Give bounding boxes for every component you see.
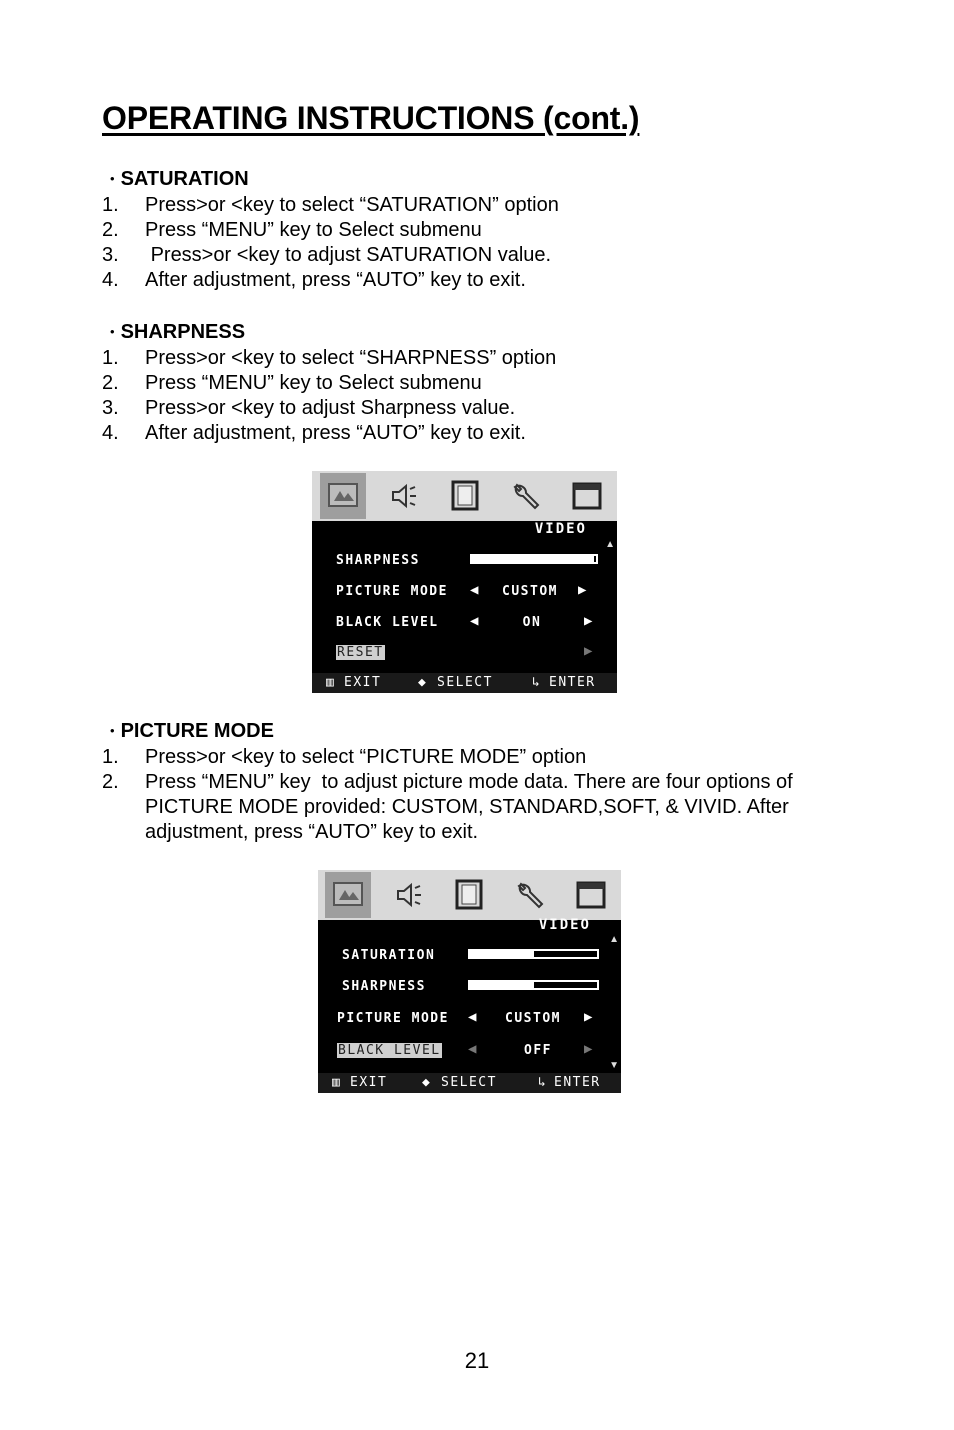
step-text: Press>or <key to select “PICTURE MODE” option: [145, 746, 587, 768]
select-arrows-icon: ◆: [422, 1075, 432, 1090]
osd-tab-bar: [312, 471, 617, 521]
scroll-up-icon: ▲: [605, 539, 615, 550]
osd-level-fill: [470, 982, 534, 988]
osd-row-sharpness: [318, 973, 621, 1001]
step-item: [102, 396, 882, 421]
scroll-up-icon: ▲: [609, 934, 619, 945]
step-text: Press>or <key to select “SATURATION” option: [145, 194, 559, 216]
osd-footer-exit: EXIT: [344, 675, 382, 690]
enter-key-icon: ↳: [532, 675, 542, 690]
osd-row-saturation: [318, 942, 621, 970]
osd-tab-bar: [318, 870, 621, 920]
step-text: Press>or <key to adjust Sharpness value.: [145, 397, 516, 419]
audio-tab-icon: [381, 473, 427, 519]
osd-header: VIDEO: [538, 917, 591, 933]
osd-row-label: BLACK LEVEL: [338, 1043, 441, 1058]
step-text: Press>or <key to adjust SATURATION value.: [145, 244, 552, 266]
step-text: Press “MENU” key to Select submenu: [145, 219, 482, 241]
section-heading: [102, 167, 882, 193]
step-item: [102, 193, 882, 218]
bullet-icon: •: [110, 171, 115, 186]
osd-footer: [312, 673, 617, 693]
section-heading-text: PICTURE MODE: [120, 720, 274, 742]
step-item: [102, 218, 882, 243]
step-number: 2.: [102, 771, 119, 793]
step-number: 1.: [102, 194, 119, 216]
osd-row-black-level: [318, 1037, 621, 1065]
osd-level-fill: [472, 556, 594, 562]
osd-row-sharpness: [312, 547, 617, 575]
osd-row-picture-mode: [318, 1005, 621, 1033]
osd-row-label: SHARPNESS: [342, 979, 426, 994]
section-saturation: [102, 167, 882, 293]
osd-level-fill: [470, 951, 534, 957]
page-title: OPERATING INSTRUCTIONS (cont.): [102, 100, 640, 136]
osd-row-label: BLACK LEVEL: [336, 615, 439, 630]
screen-tab-icon: [442, 473, 488, 519]
section-picture-mode: [102, 719, 882, 845]
step-item: [102, 770, 882, 845]
step-number: 4.: [102, 269, 119, 291]
osd-row-label: PICTURE MODE: [336, 584, 448, 599]
step-number: 3.: [102, 244, 119, 266]
page-number: 21: [464, 1348, 490, 1373]
left-arrow-icon: ◀: [468, 1041, 478, 1057]
menu-key-icon: ▥: [326, 675, 336, 690]
section-heading: [102, 320, 882, 346]
osd-footer-enter: ENTER: [549, 675, 596, 690]
step-item: [102, 243, 882, 268]
osd-level-bar: [470, 554, 598, 564]
step-item: [102, 421, 882, 446]
osd-footer-exit: EXIT: [350, 1075, 388, 1090]
step-item: [102, 745, 882, 770]
step-number: 1.: [102, 347, 119, 369]
osd-row-picture-mode: [312, 578, 617, 606]
osd-footer-select: SELECT: [437, 675, 493, 690]
wrench-tab-icon: [503, 473, 549, 519]
right-arrow-icon: ▶: [584, 613, 594, 629]
osd-row-value: CUSTOM: [505, 1011, 561, 1026]
right-arrow-icon: ▶: [584, 643, 594, 659]
scroll-down-icon: ▼: [609, 1060, 619, 1071]
osd-footer-select: SELECT: [441, 1075, 497, 1090]
step-number: 2.: [102, 372, 119, 394]
step-item: [102, 346, 882, 371]
window-tab-icon: [564, 473, 610, 519]
audio-tab-icon: [386, 872, 432, 918]
wrench-tab-icon: [507, 872, 553, 918]
osd-row-label: SHARPNESS: [336, 553, 420, 568]
menu-key-icon: ▥: [332, 1075, 342, 1090]
step-item: [102, 268, 882, 293]
window-tab-icon: [568, 872, 614, 918]
picture-tab-icon: [320, 473, 366, 519]
section-sharpness: [102, 320, 882, 446]
left-arrow-icon: ◀: [470, 613, 480, 629]
step-item: [102, 371, 882, 396]
osd-footer-enter: ENTER: [554, 1075, 601, 1090]
osd-level-bar: [468, 949, 599, 959]
osd-level-bar: [468, 980, 599, 990]
osd-row-value: ON: [522, 615, 542, 630]
osd-row-value: OFF: [524, 1043, 552, 1058]
right-arrow-icon: ▶: [578, 582, 588, 598]
bullet-icon: •: [110, 324, 115, 339]
right-arrow-icon: ▶: [584, 1041, 594, 1057]
osd-row-black-level: [312, 609, 617, 637]
osd-header: VIDEO: [534, 521, 587, 537]
left-arrow-icon: ◀: [468, 1009, 478, 1025]
osd-row-label: SATURATION: [342, 948, 436, 963]
osd-row-label: PICTURE MODE: [337, 1011, 449, 1026]
osd-row-value: CUSTOM: [502, 584, 558, 599]
step-number: 4.: [102, 422, 119, 444]
osd-menu-screenshot: [318, 870, 621, 1093]
bullet-icon: •: [110, 723, 115, 738]
step-text: Press “MENU” key to Select submenu: [145, 372, 482, 394]
step-number: 3.: [102, 397, 119, 419]
enter-key-icon: ↳: [538, 1075, 548, 1090]
section-heading: [102, 719, 882, 745]
select-arrows-icon: ◆: [418, 675, 428, 690]
osd-footer: [318, 1073, 621, 1093]
step-number: 2.: [102, 219, 119, 241]
osd-menu-screenshot: [312, 471, 617, 693]
osd-row-label: RESET: [337, 645, 384, 660]
section-heading-text: SHARPNESS: [120, 321, 246, 343]
left-arrow-icon: ◀: [470, 582, 480, 598]
section-heading-text: SATURATION: [120, 168, 249, 190]
osd-row-reset: [312, 639, 617, 667]
step-text: After adjustment, press “AUTO” key to exit.: [145, 422, 526, 444]
picture-tab-icon: [325, 872, 371, 918]
screen-tab-icon: [446, 872, 492, 918]
step-text: Press>or <key to select “SHARPNESS” option: [145, 347, 557, 369]
step-text: After adjustment, press “AUTO” key to exit.: [145, 269, 526, 291]
right-arrow-icon: ▶: [584, 1009, 594, 1025]
step-number: 1.: [102, 746, 119, 768]
step-text: Press “MENU” key to adjust picture mode data. There are four options of PICTURE MODE provided: CUSTOM, STANDARD,SOFT, & VIVID. After adjustment, press “AUTO” key to exit.: [145, 771, 799, 843]
